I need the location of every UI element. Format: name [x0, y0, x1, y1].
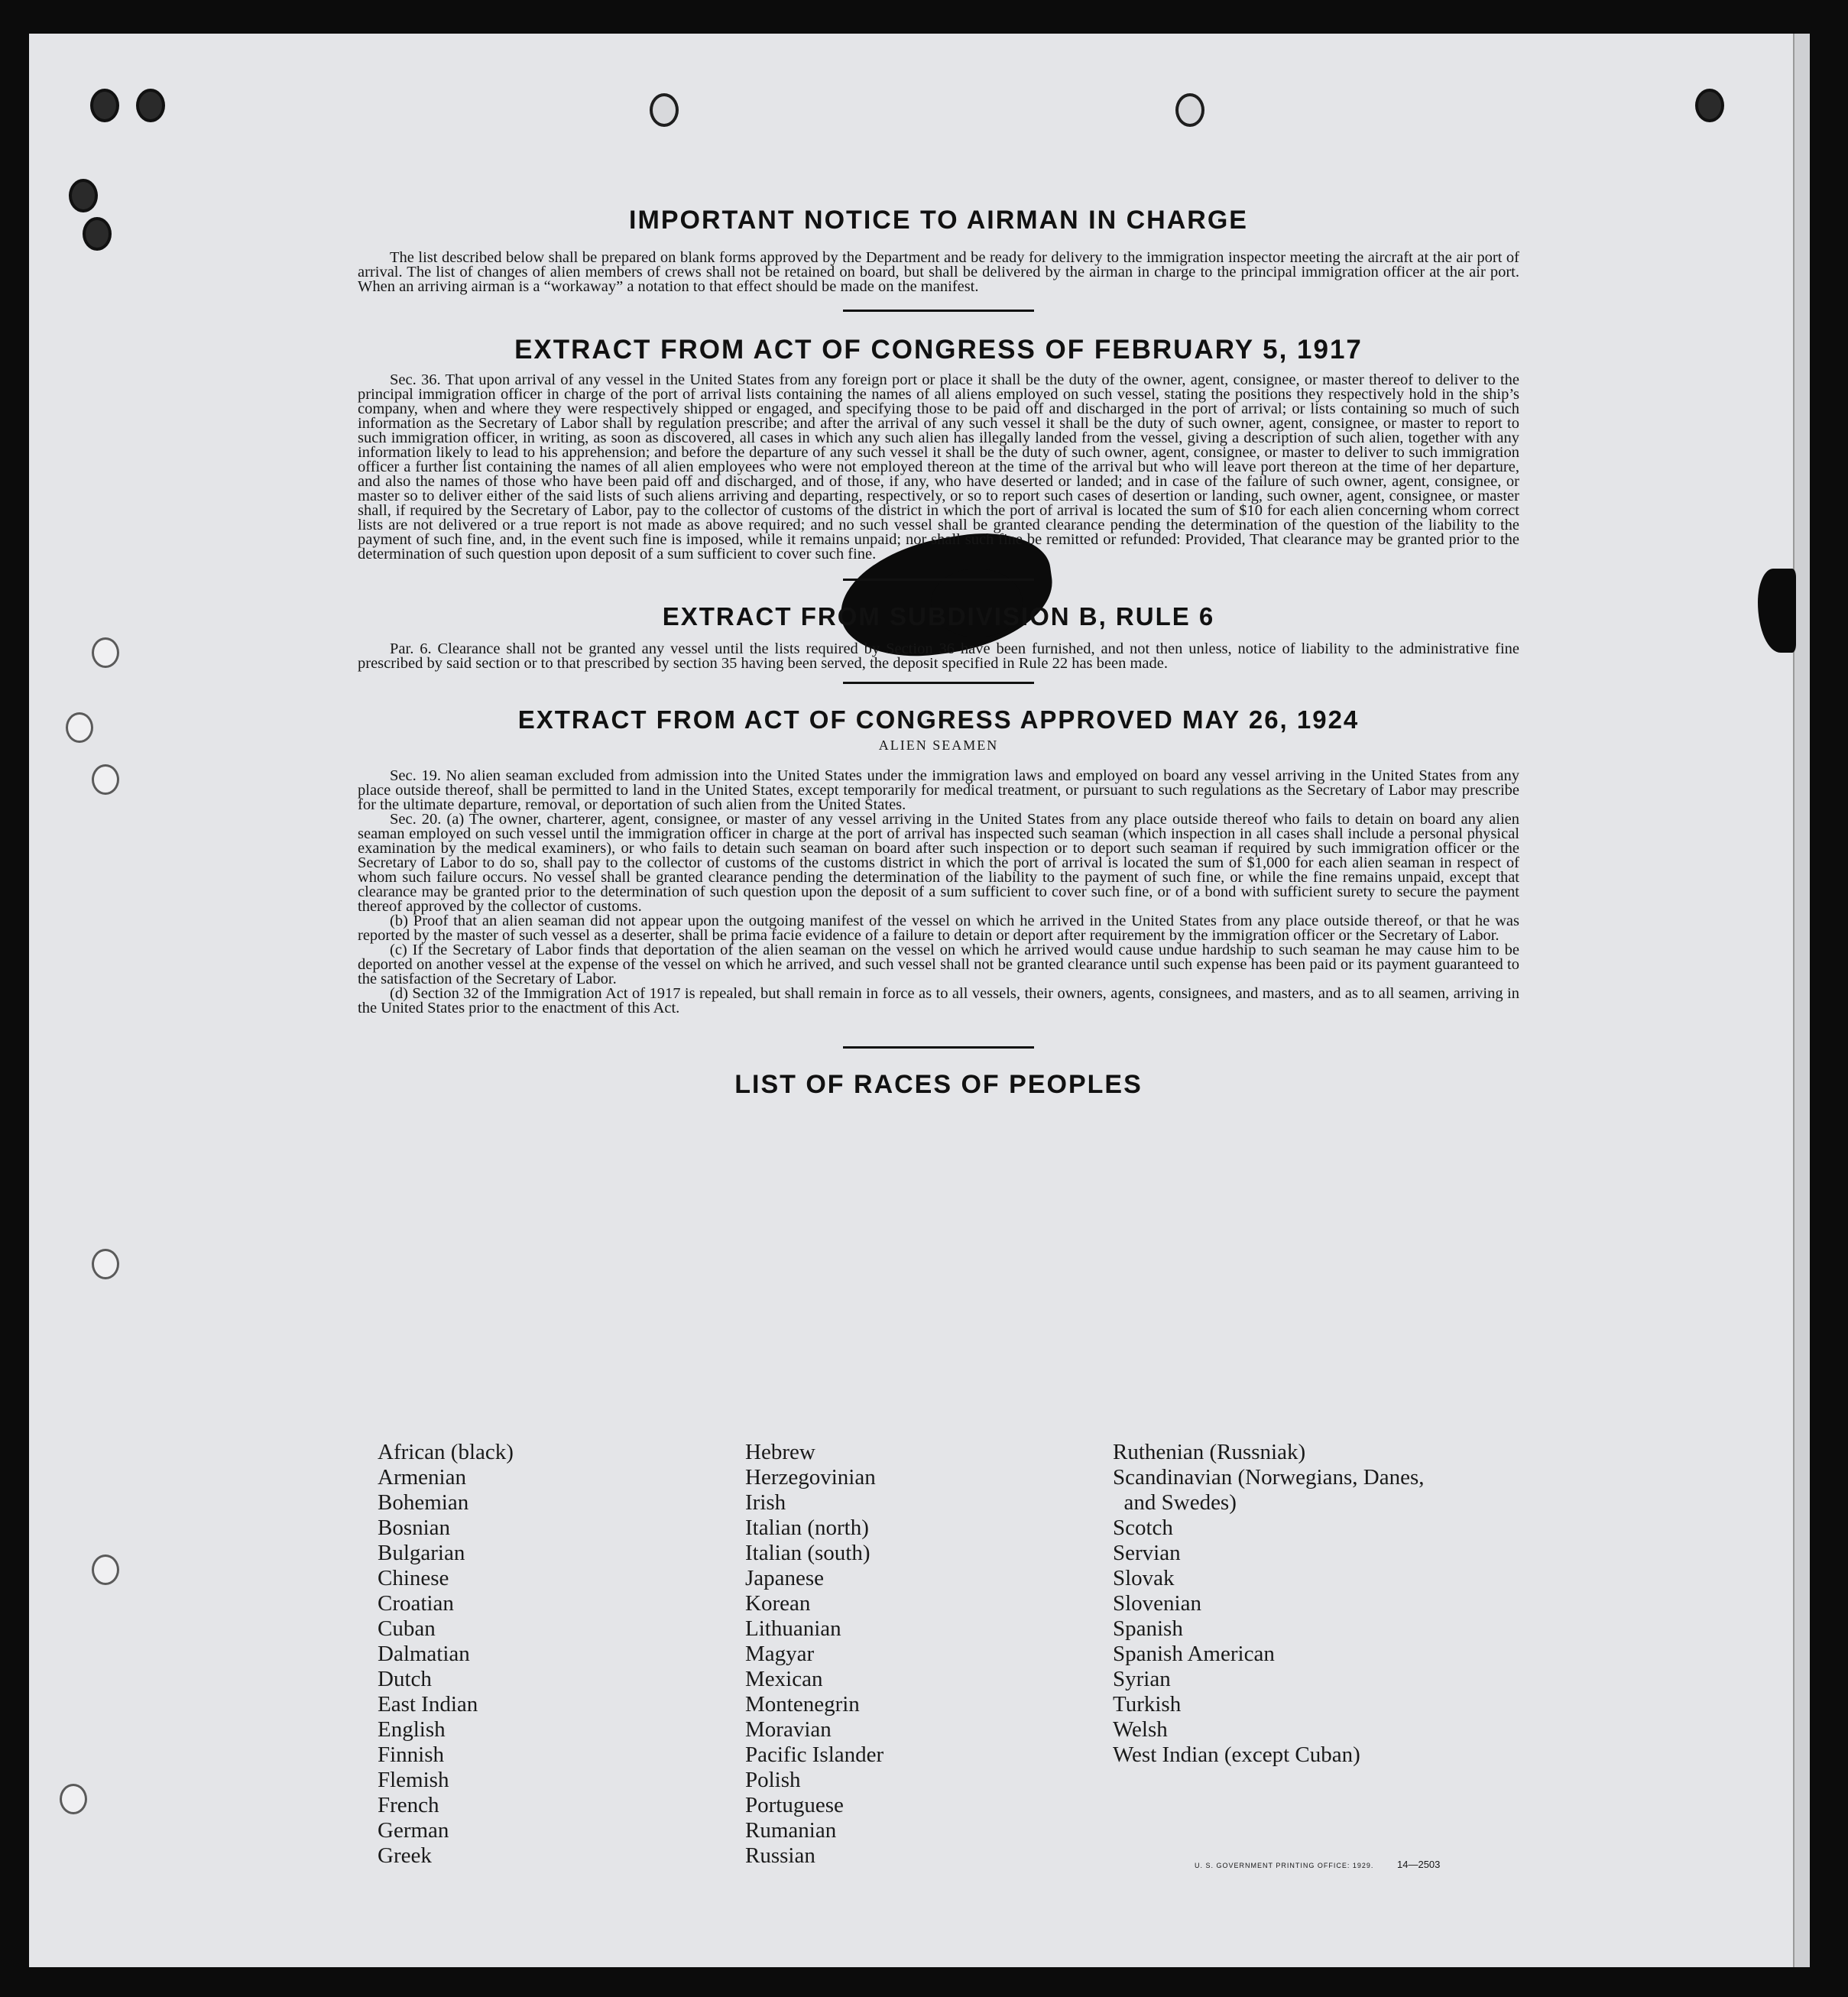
race-item: Portuguese — [745, 1793, 844, 1817]
race-item: German — [378, 1818, 449, 1843]
punch-hole — [92, 764, 119, 795]
race-item: Mexican — [745, 1667, 823, 1691]
race-item: Croatian — [378, 1591, 454, 1616]
race-item: Moravian — [745, 1717, 832, 1742]
document-content — [358, 206, 1519, 1100]
race-item: Bohemian — [378, 1490, 469, 1515]
race-item: Hebrew — [745, 1440, 815, 1464]
races-column-3 — [1113, 1440, 1425, 1768]
race-item: Dalmatian — [378, 1642, 470, 1666]
race-item: and Swedes) — [1113, 1490, 1237, 1515]
section-divider — [843, 1046, 1034, 1049]
races-column-2 — [745, 1440, 883, 1869]
act-1924-paragraph: (b) Proof that an alien seaman did not appear upon the outgoing manifest of the vessel on which he arrived in the United States from any place outside thereof, or that he was reported by the master of such vessel as a deserter, shall be prima facie evidence of a failure to detain or deport after requirement by the immigration officer or the Secretary of Labor. — [358, 913, 1519, 944]
section-divider — [843, 682, 1034, 684]
race-item: Russian — [745, 1843, 815, 1868]
punch-hole — [650, 93, 679, 127]
race-item: Cuban — [378, 1616, 436, 1641]
act-1924-title: EXTRACT FROM ACT OF CONGRESS APPROVED MAY 26, 1924 — [517, 705, 1360, 734]
race-item: Finnish — [378, 1743, 445, 1767]
punch-hole — [69, 179, 98, 212]
printer-imprint: U. S. GOVERNMENT PRINTING OFFICE: 1929. — [1195, 1862, 1374, 1869]
form-number: 14—2503 — [1397, 1859, 1441, 1870]
section-divider — [843, 310, 1034, 312]
race-item: Italian (south) — [745, 1541, 871, 1565]
rule6-par6: Par. 6. Clearance shall not be granted any vessel until the lists required by Section 36 have been furnished, and not then unless, notice of liability to the administrative fine prescribed by said section or to that prescribed by section 35 having been served, the deposit specified in Rule 22 has been made. — [358, 640, 1519, 672]
race-item: Pacific Islander — [745, 1743, 884, 1767]
document-page — [29, 34, 1810, 1967]
race-item: Slovenian — [1113, 1591, 1201, 1616]
punch-hole — [90, 89, 119, 122]
punch-hole — [1695, 89, 1724, 122]
punch-hole — [66, 712, 93, 743]
race-item: Bosnian — [378, 1516, 451, 1540]
punch-hole — [92, 1249, 119, 1279]
race-item: African (black) — [378, 1440, 514, 1464]
race-item: Spanish — [1113, 1616, 1183, 1641]
race-item: Rumanian — [745, 1818, 837, 1843]
punch-hole — [136, 89, 165, 122]
race-item: West Indian (except Cuban) — [1113, 1743, 1360, 1767]
race-item: Italian (north) — [745, 1516, 869, 1540]
act-1917-title: EXTRACT FROM ACT OF CONGRESS OF FEBRUARY 5, 1917 — [514, 335, 1363, 365]
ink-blot — [1758, 569, 1796, 653]
act-1924-subtitle: ALIEN SEAMEN — [878, 738, 999, 753]
race-item: Armenian — [378, 1465, 466, 1490]
punch-hole — [92, 637, 119, 668]
race-item: Spanish American — [1113, 1642, 1275, 1666]
race-item: Ruthenian (Russniak) — [1113, 1440, 1306, 1464]
punch-hole — [1175, 93, 1204, 127]
page-edge — [1793, 34, 1810, 1967]
races-column-1 — [378, 1440, 514, 1869]
race-item: Montenegrin — [745, 1692, 860, 1717]
race-item: Herzegovinian — [745, 1465, 876, 1490]
race-item: French — [378, 1793, 439, 1817]
act-1924-paragraph: Sec. 20. (a) The owner, charterer, agent, consignee, or master of any vessel arriving in the United States from any place outside thereof who fails to detain on board any alien seaman employed on such vessel until the immigration officer in charge at the port of arrival has inspected such seaman (which inspection in all cases shall include a personal physical examination by the medical examiners), or who fails to detain such seaman on board after such inspection or to deport such seaman if required by such immigration officer or the Secretary of Labor to do so, shall pay to the collector of customs of the customs district in which the port of arrival is located the sum of $1,000 for each alien seaman in respect of whom such failure occurs. No vessel shall be granted clearance pending the determination of the liability to the payment of such fine, or while the fine remains unpaid, except that clearance may be granted prior to the determination of such question upon the deposit of a sum sufficient to cover such fine, or of a bond with sufficient surety to secure the payment thereof approved by the collector of customs. — [358, 811, 1519, 915]
punch-hole — [92, 1554, 119, 1585]
act-1924-paragraph: (c) If the Secretary of Labor finds that deportation of the alien seaman on the vessel on which he arrived would cause undue hardship to such seaman he may cause him to be deported on another vessel at the expense of the vessel on which he arrived, and such vessel shall not be granted clearance until such expense has been paid or its payment guaranteed to the satisfaction of the Secretary of Labor. — [358, 942, 1519, 987]
race-item: Dutch — [378, 1667, 432, 1691]
punch-hole — [83, 217, 112, 251]
race-item: Korean — [745, 1591, 811, 1616]
race-item: Welsh — [1113, 1717, 1168, 1742]
races-title: LIST OF RACES OF PEOPLES — [734, 1070, 1143, 1099]
act-1924-paragraph: (d) Section 32 of the Immigration Act of 1917 is repealed, but shall remain in force as to all vessels, their owners, agents, consignees, and masters, and as to all seamen, arriving in the United States prior to the enactment of this Act. — [358, 985, 1519, 1016]
punch-hole — [60, 1784, 87, 1814]
race-item: Scotch — [1113, 1516, 1173, 1540]
race-item: Flemish — [378, 1768, 449, 1792]
race-item: Irish — [745, 1490, 786, 1515]
race-item: Chinese — [378, 1566, 449, 1590]
race-item: Bulgarian — [378, 1541, 465, 1565]
race-item: Japanese — [745, 1566, 825, 1590]
race-item: East Indian — [378, 1692, 478, 1717]
rule6-title: EXTRACT FROM SUBDIVISION B, RULE 6 — [662, 602, 1215, 631]
race-item: Scandinavian (Norwegians, Danes, — [1113, 1465, 1425, 1490]
act-1924-paragraph: Sec. 19. No alien seaman excluded from admission into the United States under the immigration laws and employed on board any vessel arriving in the United States from any place outside thereof, shall be permitted to land in the United States, except temporarily for medical treatment, or pursuant to such regulations as the Secretary of Labor may prescribe for the ultimate departure, removal, or deportation of such alien from the United States. — [358, 767, 1519, 813]
race-item: Polish — [745, 1768, 801, 1792]
race-item: Lithuanian — [745, 1616, 841, 1641]
race-item: English — [378, 1717, 446, 1742]
act-1917-sec36: Sec. 36. That upon arrival of any vessel in the United States from any foreign port or place it shall be the duty of the owner, agent, consignee, or master thereof to deliver to the principal immigration officer in charge of the port of arrival lists containing the names of all aliens employed on such vessel, stating the positions they respectively hold in the ship’s company, when and where they were respectively shipped or engaged, and specifying those to be paid off and discharged in the port of arrival; or lists containing so much of such information as the Secretary of Labor shall by regulation prescribe; and after the arrival of any such vessel it shall be the duty of such owner, agent, consignee, or master to report to such immigration officer, in writing, as soon as discovered, all cases in which any such alien has illegally landed from the vessel, giving a description of such alien, together with any information likely to lead to his apprehension; and before the departure of any such vessel it shall be the duty of such owner, agent, consignee, or master to deliver to such immigration officer a further list containing the names of all alien employees who were not employed thereon at the time of the arrival but who will leave port thereon at the time of her departure, and also the names of those who have been paid off and discharged, and of those, if any, who have deserted or landed; and in case of the failure of such owner, agent, consignee, or master so to deliver either of the said lists of such aliens arriving and departing, respectively, or so to report such cases of desertion or landing, such owner, agent, consignee, or master shall, if required by the Secretary of Labor, pay to the collector of customs of the district in which the port of arrival is located the sum of $10 for each alien concerning whom correct lists are not delivered or a true report is not made as above required; and no such vessel shall be granted clearance pending the determination of the question of the liability to the payment of such fine, and, in the event such fine is imposed, while it remains unpaid; nor shall such fine be remitted or refunded: Provided, That clearance may be granted prior to the determination of such question upon deposit of a sum sufficient to cover such fine. — [358, 371, 1519, 562]
race-item: Syrian — [1113, 1667, 1171, 1691]
race-item: Slovak — [1113, 1566, 1175, 1590]
section-divider — [843, 579, 1034, 581]
race-item: Magyar — [745, 1642, 815, 1666]
notice-title: IMPORTANT NOTICE TO AIRMAN IN CHARGE — [629, 206, 1248, 235]
race-item: Turkish — [1113, 1692, 1182, 1717]
notice-body: The list described below shall be prepared on blank forms approved by the Department and be ready for delivery to the immigration inspector meeting the aircraft at the air port of arrival. The list of changes of alien members of crews shall not be retained on board, but shall be delivered by the airman in charge to the principal immigration officer at the air port. When an arriving airman is a “workaway” a notation to that effect should be made on the manifest. — [358, 249, 1519, 295]
race-item: Greek — [378, 1843, 432, 1868]
race-item: Servian — [1113, 1541, 1181, 1565]
